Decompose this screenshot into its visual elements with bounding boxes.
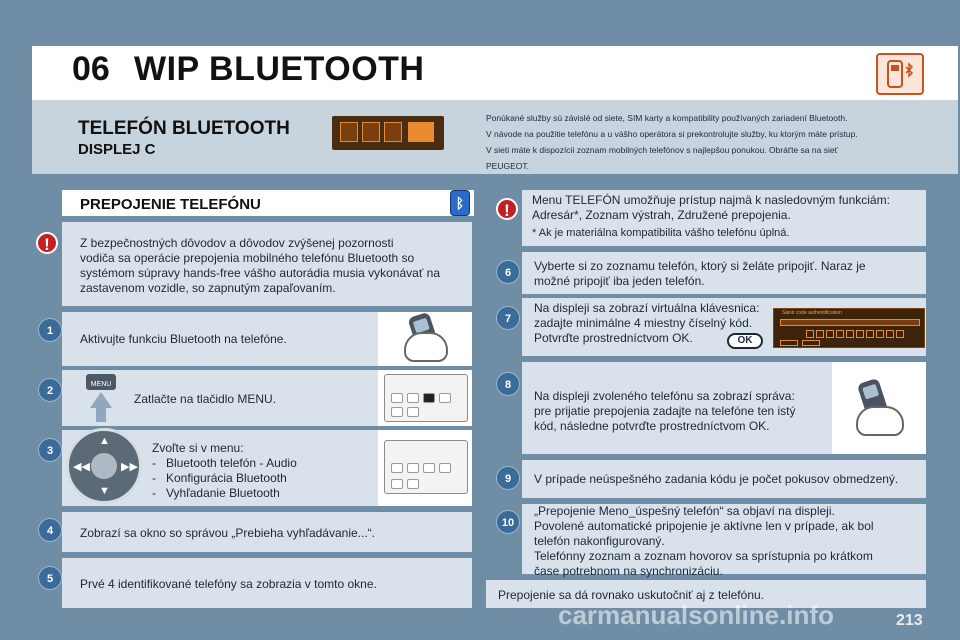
navigation-dpad-icon: ▲ ▼ ◀◀ ▶▶ <box>66 428 142 504</box>
menu-option: - Konfigurácia Bluetooth <box>152 471 287 485</box>
step-badge: 10 <box>496 510 520 534</box>
step-7-text: Na displeji sa zobrazí virtuálna klávesnica: zadajte minimálne 4 miestny číselný kód. Potvrďte prostredníctvom OK. <box>534 301 760 345</box>
chapter-number: 06 <box>72 50 110 88</box>
menu-option: - Bluetooth telefón - Audio <box>152 456 297 470</box>
step-2-text: Zatlačte na tlačidlo MENU. <box>134 392 277 406</box>
step-3-text: Zvoľte si v menu: - Bluetooth telefón - Audio - Konfigurácia Bluetooth - Vyhľadanie Bluetooth <box>152 441 297 500</box>
step-1-text: Aktivujte funkciu Bluetooth na telefóne. <box>80 332 287 346</box>
bluetooth-icon: ᛒ <box>450 190 470 216</box>
step-badge: 5 <box>38 566 62 590</box>
radio-unit-image <box>378 370 472 426</box>
step-badge: 3 <box>38 438 62 462</box>
band-title: TELEFÓN BLUETOOTH <box>78 118 290 139</box>
step-badge: 9 <box>496 466 520 490</box>
info-text: Menu TELEFÓN umožňuje prístup najmä k nasledovným funkciám: Adresár*, Zoznam výstrah, Združené prepojenia. <box>532 193 890 222</box>
step-9-text: V prípade neúspešného zadania kódu je počet pokusov obmedzený. <box>534 472 899 486</box>
menu-button-arrow-icon <box>82 372 120 424</box>
step-8-text: Na displeji zvoleného telefónu sa zobrazí správa: pre prijatie prepojenia zadajte na telefóne ten istý kód, následne potvrďte prostredníctvom OK. <box>534 389 796 433</box>
step-badge: 1 <box>38 318 62 342</box>
step-badge: 2 <box>38 378 62 402</box>
menu-option: - Vyhľadanie Bluetooth <box>152 486 280 500</box>
step-badge: 6 <box>496 260 520 284</box>
step-5-text: Prvé 4 identifikované telefóny sa zobrazia v tomto okne. <box>80 577 377 591</box>
menu-button-label: MENU <box>90 381 112 388</box>
step-4-text: Zobrazí sa okno so správou „Prebieha vyhľadávanie...“. <box>80 526 375 540</box>
virtual-keypad-image: Saisir code authentification <box>773 308 925 348</box>
warning-icon: ! <box>496 198 518 220</box>
phone-in-hand-image <box>378 312 472 366</box>
footer-note: Prepojenie sa dá rovnako uskutočniť aj z telefónu. <box>498 588 764 602</box>
phone-in-hand-image <box>832 362 926 454</box>
watermark: carmanualsonline.info <box>558 600 834 630</box>
step-badge: 8 <box>496 372 520 396</box>
band-notes: Ponúkané služby sú závislé od siete, SIM karty a kompatibility používaných zariadení Bluetooth. V návode na použitie telefónu a u vášho operátora si prekontrolujte služby, ku ktorým máte prístup. V sieti máte k dispozícii zoznam mobilných telefónov s najlepšou ponukou. Obráťte sa na sieť PEUGEOT. <box>486 113 858 171</box>
phone-bluetooth-icon <box>876 53 924 95</box>
step-6-text: Vyberte si zo zoznamu telefón, ktorý si želáte pripojiť. Naraz je možné pripojiť iba jeden telefón. <box>534 259 866 288</box>
step-10-text: „Prepojenie Meno_úspešný telefón“ sa objaví na displeji. Povolené automatické pripojenie je aktívne len v prípade, ak bol telefón nakonfigurovaný. Telefónny zoznam a zoznam hovorov sa sprístupnia po krátkom čase potrebnom na synchronizáciu. <box>534 504 874 578</box>
step-badge: 7 <box>496 306 520 330</box>
page-number: 213 <box>896 612 923 629</box>
ok-button[interactable]: OK <box>727 333 763 349</box>
band-subtitle: DISPLEJ C <box>78 141 156 158</box>
info-note: * Ak je materiálna kompatibilita vášho telefónu úplná. <box>532 227 790 239</box>
warning-text: Z bezpečnostných dôvodov a dôvodov zvýšenej pozornosti vodiča sa operácie prepojenia mobilného telefónu Bluetooth so systémom súpravy hands-free vášho autorádia musia vykonávať na zastavenom vozidle, so zapnutým zapaľovaním. <box>80 236 441 295</box>
step-badge: 4 <box>38 518 62 542</box>
display-c-image <box>332 116 444 150</box>
page-title: WIP BLUETOOTH <box>134 50 425 88</box>
warning-icon: ! <box>36 232 58 254</box>
section-title: PREPOJENIE TELEFÓNU <box>80 196 261 213</box>
radio-unit-image <box>378 430 472 506</box>
